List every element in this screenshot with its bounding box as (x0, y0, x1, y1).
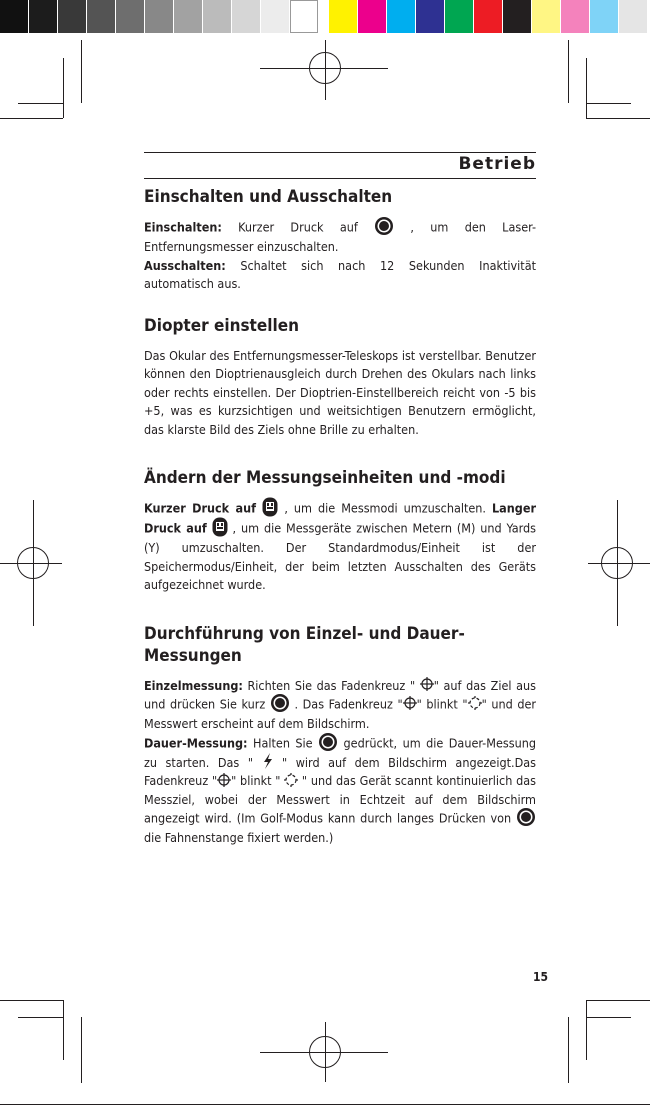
crosshair-icon (217, 773, 231, 787)
text: Halten Sie (247, 735, 319, 750)
gray-swatch (58, 0, 86, 33)
section-heading: Durchführung von Einzel- und Dauer-Messungen (144, 623, 465, 666)
label: Einzelmessung: (144, 677, 243, 693)
label: Dauer-Messung: (144, 735, 248, 750)
paragraph-units (144, 499, 536, 595)
text: . Das Fadenkreuz " (289, 696, 403, 712)
text: , um die Messgeräte zwischen Metern (M) und Yards (Y) umzuschalten. Der Standardmodus/Einheit ist der Speichermodus/Einheit, der beim letzten Ausschalten des Geräts aufgezeichnet wurde. (144, 520, 536, 592)
color-swatch (590, 0, 618, 33)
flashing-crosshair-icon (468, 696, 482, 710)
text: " und der Messwert erscheint auf dem Bildschirm. (144, 696, 536, 731)
gray-swatch (87, 0, 115, 33)
text: gedrückt, um die Dauer-Messung zu starten. Das " (144, 735, 536, 770)
color-calibration-bar (0, 0, 650, 34)
section-measure (144, 623, 536, 848)
manual-content (144, 186, 536, 869)
color-swatch (329, 0, 357, 33)
gray-swatch (290, 0, 318, 33)
color-swatch (387, 0, 415, 33)
flashing-crosshair-icon (284, 773, 298, 787)
color-swatch (474, 0, 502, 33)
gray-swatch (29, 0, 57, 33)
label: Einschalten: (144, 219, 222, 235)
gray-swatch (116, 0, 144, 33)
paragraph-diopter: Das Okular des Entfernungsmesser-Teleskops ist verstellbar. Benutzer können den Dioptrienausgleich durch Drehen des Okulars nach links oder rechts einstellen. Der Dioptrien-Einstellbereich reicht von -5 bis +5, was es kurzsichtigen und weitsichtigen Benutzern ermöglicht, das klarste Bild des Ziels ohne Brille zu erhalten. (144, 347, 536, 437)
color-swatch (619, 0, 647, 33)
paragraph-continuous (144, 734, 536, 848)
gray-swatch (145, 0, 173, 33)
power-button-icon (270, 693, 290, 713)
color-swatch (532, 0, 560, 33)
gray-swatch (174, 0, 202, 33)
color-swatch (416, 0, 444, 33)
label: Ausschalten: (144, 257, 226, 273)
section-heading: Einschalten und Ausschalten (144, 187, 393, 207)
text: Schaltet sich nach 12 Sekunden Inaktivität automatisch aus. (144, 257, 536, 291)
text: die Fahnenstange fixiert werden.) (144, 830, 334, 845)
text: Richten Sie das Fadenkreuz " (242, 677, 420, 693)
mode-button-icon (262, 497, 278, 517)
power-button-icon (516, 807, 536, 827)
gray-swatch (203, 0, 231, 33)
header-rule-top (144, 152, 536, 153)
section-heading: Ändern der Messungseinheiten und -modi (144, 468, 506, 488)
section-power (144, 186, 536, 294)
crosshair-icon (403, 696, 417, 710)
power-button-icon (318, 732, 338, 752)
text: " auf das Ziel aus und drücken Sie kurz (144, 677, 537, 712)
text: " und das Gerät scannt kontinuierlich das Messziel, wobei der Messwert in Echtzeit auf dem Bildschirm angezeigt wird. (Im Golf-Modus kann durch langes Drücken von (144, 773, 536, 826)
text: , um den Laser-Entfernungsmesser einzuschalten. (144, 219, 536, 254)
mode-button-icon (212, 517, 228, 537)
power-button-icon (374, 216, 394, 236)
gray-swatch (232, 0, 260, 33)
page-number: 15 (533, 970, 549, 984)
lightning-icon (262, 753, 274, 769)
text: , um die Messmodi umzuschalten. (278, 500, 493, 516)
gray-swatch (261, 0, 289, 33)
color-swatch (561, 0, 589, 33)
text: " blinkt " (416, 696, 468, 712)
gray-swatch (0, 0, 28, 33)
color-swatch (358, 0, 386, 33)
paragraph-power-off (144, 257, 536, 294)
header-rule-bottom (144, 178, 536, 179)
section-heading: Diopter einstellen (144, 315, 299, 336)
section-units (144, 467, 536, 595)
label: Langer Druck auf (144, 500, 537, 536)
text: Kurzer Druck auf (221, 219, 375, 235)
paragraph-power-on (144, 218, 536, 257)
crosshair-icon (420, 677, 434, 691)
label: Kurzer Druck auf (144, 500, 263, 516)
section-diopter (144, 315, 536, 440)
color-swatch (445, 0, 473, 33)
color-swatch (503, 0, 531, 33)
text: " blinkt " (231, 773, 285, 788)
paragraph-single (144, 677, 536, 734)
page-title: Betrieb (458, 154, 536, 174)
text: " wird auf dem Bildschirm angezeigt.Das Fadenkreuz " (144, 754, 536, 788)
